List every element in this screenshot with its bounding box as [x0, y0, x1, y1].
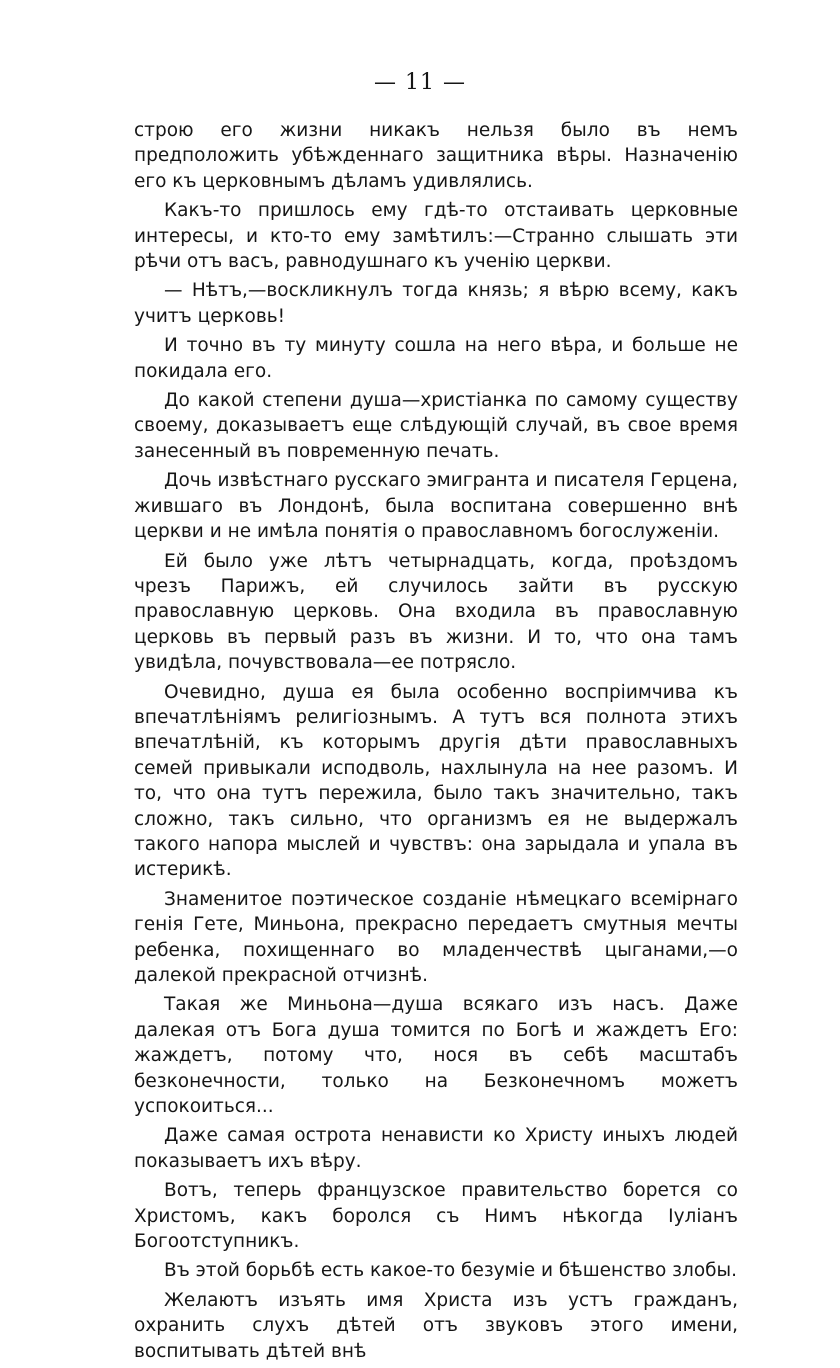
- paragraph-2: Какъ-то пришлось ему гдѣ-то отстаивать церковные интересы, и кто-то ему замѣтилъ:—Странно слышать эти рѣчи отъ васъ, равнодушнаго къ ученію церкви.: [134, 200, 738, 273]
- paragraph-4: И точно въ ту минуту сошла на него вѣра, и больше не покидала его.: [134, 335, 738, 382]
- paragraph-7: Ей было уже лѣтъ четырнадцать, когда, проѣздомъ чрезъ Парижъ, ей случилось зайти въ русскую православную церковь. Она входила въ православную церковь въ первый разъ въ жизни. И то, что она тамъ увидѣла, почувствовала—ее потрясло.: [134, 550, 738, 674]
- paragraph-8: Очевидно, душа ея была особенно воспріимчива къ впечатлѣніямъ религіознымъ. А тутъ вся полнота этихъ впечатлѣній, къ которымъ другія дѣти православныхъ семей привыкали исподволь, нахлынула на нее разомъ. И то, что она тутъ пережила, было такъ значительно, такъ сложно, такъ сильно, что организмъ ея не выдержалъ такого напора мыслей и чувствъ: она зарыдала и упала въ истерикѣ.: [134, 681, 738, 881]
- page-number: — 11 —: [374, 70, 466, 95]
- paragraph-14: Желаютъ изъять имя Христа изъ устъ гражданъ, охранить слухъ дѣтей отъ звуковъ этого имени, воспитывать дѣтей внѣ: [134, 1289, 738, 1362]
- paragraph-6: Дочь извѣстнаго русскаго эмигранта и писателя Герцена, жившаго въ Лондонѣ, была воспитана совершенно внѣ церкви и не имѣла понятія о православномъ богослуженіи.: [134, 470, 738, 543]
- paragraph-11: Даже самая острота ненависти ко Христу иныхъ людей показываетъ ихъ вѣру.: [134, 1125, 738, 1172]
- paragraph-13: Въ этой борьбѣ есть какое-то безуміе и бѣшенство злобы.: [164, 1260, 738, 1282]
- paragraph-9: Знаменитое поэтическое созданіе нѣмецкаго всемірнаго генія Гете, Миньона, прекрасно передаетъ смутныя мечты ребенка, похищеннаго во младенчествѣ цыганами,—о далекой прекрасной отчизнѣ.: [134, 888, 738, 986]
- paragraph-10: Такая же Миньона—душа всякаго изъ насъ. Даже далекая отъ Бога душа томится по Богѣ и жаждетъ Его: жаждетъ, потому что, нося въ себѣ масштабъ безконечности, только на Безконечномъ можетъ успокоиться...: [134, 994, 738, 1118]
- paragraph-1: строю его жизни никакъ нельзя было въ немъ предположить убѣжденнаго защитника вѣры. Назначенію его къ церковнымъ дѣламъ удивлялись.: [134, 120, 738, 192]
- paragraph-5: До какой степени душа—христіанка по самому существу своему, доказываетъ еще слѣдующій случай, въ свое время занесенный въ повременную печать.: [134, 390, 738, 462]
- body-text: [134, 118, 738, 1368]
- paragraph-12: Вотъ, теперь французское правительство борется со Христомъ, какъ боролся съ Нимъ нѣкогда Іуліанъ Богоотступникъ.: [134, 1180, 738, 1253]
- paragraph-3: — Нѣтъ,—воскликнулъ тогда князь; я вѣрю всему, какъ учитъ церковь!: [134, 280, 738, 327]
